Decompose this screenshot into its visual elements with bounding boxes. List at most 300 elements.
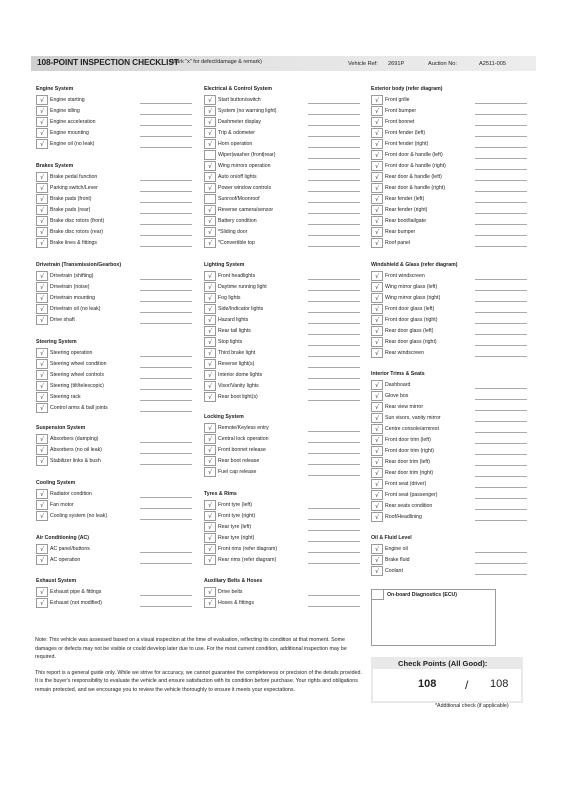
check-box[interactable]: √ bbox=[204, 434, 216, 444]
check-box[interactable]: √ bbox=[204, 348, 216, 358]
check-box[interactable]: √ bbox=[36, 271, 48, 281]
check-box[interactable]: √ bbox=[371, 446, 383, 456]
remark-line[interactable] bbox=[308, 541, 360, 542]
remark-line[interactable] bbox=[140, 356, 192, 357]
remark-line[interactable] bbox=[140, 213, 192, 214]
checklist-item bbox=[371, 479, 531, 490]
checklist-item bbox=[371, 490, 531, 501]
check-box[interactable]: √ bbox=[371, 205, 383, 215]
check-box[interactable]: √ bbox=[371, 106, 383, 116]
check-box[interactable]: √ bbox=[371, 457, 383, 467]
check-box[interactable]: √ bbox=[204, 227, 216, 237]
check-box[interactable]: √ bbox=[371, 271, 383, 281]
remark-line[interactable] bbox=[308, 595, 360, 596]
remark-line[interactable] bbox=[140, 235, 192, 236]
section-title: Steering System bbox=[36, 339, 77, 345]
check-box[interactable]: √ bbox=[204, 392, 216, 402]
remark-line[interactable] bbox=[140, 389, 192, 390]
checklist-item bbox=[36, 392, 196, 403]
item-label: Engine mounting bbox=[50, 130, 89, 136]
check-box[interactable]: √ bbox=[371, 315, 383, 325]
check-box[interactable]: √ bbox=[204, 370, 216, 380]
item-label: Parking switch/Lever bbox=[50, 185, 98, 191]
check-box[interactable]: √ bbox=[204, 161, 216, 171]
remark-line[interactable] bbox=[308, 103, 360, 104]
checklist-item bbox=[36, 293, 196, 304]
note-disclaimer: This report is a general guide only. While we strive for accuracy, we cannot guarantee the completeness or precision of the details provided. It is the buyer's responsibility to evaluate the vehicle and ensure satisfaction with its condition before purchase. Your rights and obligations remain protected, and we encourage you to review the vehicle thoroughly to ensure it meets your expectations. bbox=[35, 669, 362, 693]
check-box[interactable]: √ bbox=[36, 183, 48, 193]
item-label: Sunroof/Moonroof bbox=[218, 196, 260, 202]
item-label: Front bumper bbox=[385, 108, 417, 114]
check-box[interactable]: √ bbox=[204, 533, 216, 543]
check-box[interactable]: √ bbox=[204, 293, 216, 303]
check-box[interactable]: √ bbox=[36, 434, 48, 444]
auction-no-label: Auction No: bbox=[428, 61, 457, 67]
check-box[interactable]: √ bbox=[36, 456, 48, 466]
remark-line[interactable] bbox=[475, 125, 527, 126]
checklist-item bbox=[36, 587, 196, 598]
check-box[interactable]: √ bbox=[204, 216, 216, 226]
checklist-item bbox=[371, 117, 531, 128]
check-box[interactable]: √ bbox=[204, 587, 216, 597]
remark-line[interactable] bbox=[140, 147, 192, 148]
checklist-item bbox=[204, 238, 364, 249]
check-box[interactable]: √ bbox=[204, 522, 216, 532]
item-label: Horn operation bbox=[218, 141, 253, 147]
check-box[interactable]: √ bbox=[36, 216, 48, 226]
remark-line[interactable] bbox=[308, 519, 360, 520]
remark-line[interactable] bbox=[475, 301, 527, 302]
remark-line[interactable] bbox=[140, 378, 192, 379]
check-box[interactable]: √ bbox=[204, 183, 216, 193]
checklist-item bbox=[36, 172, 196, 183]
check-box[interactable]: √ bbox=[371, 183, 383, 193]
item-label: Rear view mirror bbox=[385, 404, 424, 410]
remark-line[interactable] bbox=[308, 202, 360, 203]
item-label: Front tyre (right) bbox=[218, 513, 256, 519]
check-box[interactable]: √ bbox=[371, 128, 383, 138]
remark-line[interactable] bbox=[140, 323, 192, 324]
check-box[interactable]: √ bbox=[36, 555, 48, 565]
checklist-item bbox=[36, 304, 196, 315]
remark-line[interactable] bbox=[308, 158, 360, 159]
item-label: Centre console/armrest bbox=[385, 426, 439, 432]
remark-line[interactable] bbox=[140, 411, 192, 412]
check-box[interactable]: √ bbox=[371, 216, 383, 226]
remark-line[interactable] bbox=[308, 378, 360, 379]
item-label: Roof/Headlining bbox=[385, 514, 422, 520]
remark-line[interactable] bbox=[308, 475, 360, 476]
remark-line[interactable] bbox=[308, 367, 360, 368]
check-box[interactable]: √ bbox=[204, 238, 216, 248]
check-box[interactable]: √ bbox=[36, 511, 48, 521]
remark-line[interactable] bbox=[308, 552, 360, 553]
item-label: Rear fender (right) bbox=[385, 207, 428, 213]
checklist-item bbox=[36, 205, 196, 216]
item-label: Rear door & handle (left) bbox=[385, 174, 442, 180]
remark-line[interactable] bbox=[475, 421, 527, 422]
check-box[interactable]: √ bbox=[371, 337, 383, 347]
check-box[interactable]: √ bbox=[371, 139, 383, 149]
checklist-item bbox=[371, 315, 531, 326]
check-box[interactable]: √ bbox=[36, 117, 48, 127]
remark-line[interactable] bbox=[140, 180, 192, 181]
item-label: Power window controls bbox=[218, 185, 272, 191]
remark-line[interactable] bbox=[308, 453, 360, 454]
remark-line[interactable] bbox=[308, 464, 360, 465]
remark-line[interactable] bbox=[308, 389, 360, 390]
remark-line[interactable] bbox=[475, 323, 527, 324]
check-box[interactable]: √ bbox=[36, 194, 48, 204]
check-box[interactable]: √ bbox=[36, 315, 48, 325]
check-box[interactable]: √ bbox=[371, 117, 383, 127]
item-label: Brake disc rotors (front) bbox=[50, 218, 105, 224]
check-box[interactable]: √ bbox=[371, 326, 383, 336]
remark-line[interactable] bbox=[475, 290, 527, 291]
check-box[interactable]: √ bbox=[36, 403, 48, 413]
remark-line[interactable] bbox=[475, 114, 527, 115]
checklist-item bbox=[204, 587, 364, 598]
remark-line[interactable] bbox=[475, 498, 527, 499]
remark-line[interactable] bbox=[308, 323, 360, 324]
remark-line[interactable] bbox=[308, 442, 360, 443]
checklist-item bbox=[371, 446, 531, 457]
notes bbox=[35, 636, 365, 702]
remark-line[interactable] bbox=[475, 136, 527, 137]
check-box[interactable]: √ bbox=[204, 304, 216, 314]
remark-line[interactable] bbox=[475, 476, 527, 477]
remark-line[interactable] bbox=[475, 147, 527, 148]
checklist-item bbox=[371, 337, 531, 348]
check-box[interactable]: √ bbox=[204, 445, 216, 455]
remark-line[interactable] bbox=[475, 213, 527, 214]
check-box[interactable]: √ bbox=[204, 555, 216, 565]
check-box[interactable]: √ bbox=[204, 117, 216, 127]
check-box[interactable]: √ bbox=[36, 500, 48, 510]
remark-line[interactable] bbox=[475, 345, 527, 346]
check-box[interactable]: √ bbox=[371, 95, 383, 105]
remark-line[interactable] bbox=[308, 169, 360, 170]
checklist-item bbox=[371, 424, 531, 435]
remark-line[interactable] bbox=[475, 224, 527, 225]
remark-line[interactable] bbox=[140, 606, 192, 607]
checklist-item bbox=[371, 293, 531, 304]
remark-line[interactable] bbox=[475, 312, 527, 313]
check-box[interactable]: √ bbox=[371, 238, 383, 248]
remark-line[interactable] bbox=[140, 191, 192, 192]
check-box[interactable]: √ bbox=[204, 271, 216, 281]
remark-line[interactable] bbox=[140, 312, 192, 313]
remark-line[interactable] bbox=[308, 400, 360, 401]
check-box[interactable]: √ bbox=[371, 227, 383, 237]
check-box[interactable] bbox=[204, 194, 216, 204]
remark-line[interactable] bbox=[475, 158, 527, 159]
checklist-item bbox=[371, 227, 531, 238]
item-label: Rear door & handle (right) bbox=[385, 185, 445, 191]
remark-line[interactable] bbox=[475, 443, 527, 444]
remark-line[interactable] bbox=[475, 465, 527, 466]
remark-line[interactable] bbox=[475, 169, 527, 170]
check-box[interactable]: √ bbox=[36, 587, 48, 597]
check-box[interactable]: √ bbox=[36, 282, 48, 292]
check-box[interactable]: √ bbox=[371, 380, 383, 390]
check-box[interactable]: √ bbox=[36, 489, 48, 499]
check-box[interactable]: √ bbox=[204, 315, 216, 325]
remark-line[interactable] bbox=[140, 519, 192, 520]
remark-line[interactable] bbox=[308, 356, 360, 357]
check-box[interactable]: √ bbox=[371, 490, 383, 500]
check-box[interactable]: √ bbox=[36, 172, 48, 182]
ecu-checkbox bbox=[372, 590, 384, 600]
section-title: Engine System bbox=[36, 86, 74, 92]
check-box[interactable]: √ bbox=[371, 293, 383, 303]
check-box[interactable]: √ bbox=[371, 479, 383, 489]
vehicle-ref-label: Vehicle Ref: bbox=[348, 61, 378, 67]
remark-line[interactable] bbox=[140, 246, 192, 247]
remark-line[interactable] bbox=[140, 136, 192, 137]
check-box[interactable]: √ bbox=[36, 95, 48, 105]
checkpoints-passed: 108 bbox=[418, 678, 437, 690]
item-label: Radiator condition bbox=[50, 491, 92, 497]
remark-line[interactable] bbox=[475, 279, 527, 280]
item-label: *Convertible top bbox=[218, 240, 255, 246]
check-box[interactable]: √ bbox=[204, 326, 216, 336]
checklist-item bbox=[204, 348, 364, 359]
check-box[interactable]: √ bbox=[204, 500, 216, 510]
check-box[interactable]: √ bbox=[371, 424, 383, 434]
remark-line[interactable] bbox=[308, 191, 360, 192]
check-box[interactable]: √ bbox=[204, 381, 216, 391]
check-box[interactable]: √ bbox=[204, 95, 216, 105]
checklist-item bbox=[204, 522, 364, 533]
remark-line[interactable] bbox=[308, 301, 360, 302]
remark-line[interactable] bbox=[140, 595, 192, 596]
item-label: Rear fender (left) bbox=[385, 196, 425, 202]
remark-line[interactable] bbox=[475, 235, 527, 236]
remark-line[interactable] bbox=[140, 497, 192, 498]
checklist-item bbox=[371, 128, 531, 139]
check-box[interactable]: √ bbox=[371, 435, 383, 445]
remark-line[interactable] bbox=[475, 103, 527, 104]
check-box[interactable]: √ bbox=[36, 139, 48, 149]
item-label: Front bonnet release bbox=[218, 447, 266, 453]
item-label: Central lock operation bbox=[218, 436, 269, 442]
check-box[interactable]: √ bbox=[371, 391, 383, 401]
check-box[interactable]: √ bbox=[204, 139, 216, 149]
remark-line[interactable] bbox=[475, 410, 527, 411]
check-box[interactable]: √ bbox=[36, 445, 48, 455]
check-box[interactable]: √ bbox=[36, 293, 48, 303]
check-box[interactable]: √ bbox=[371, 282, 383, 292]
remark-line[interactable] bbox=[308, 147, 360, 148]
item-label: AC panel/buttons bbox=[50, 546, 90, 552]
check-box[interactable]: √ bbox=[371, 544, 383, 554]
checklist-item bbox=[204, 544, 364, 555]
check-box[interactable]: √ bbox=[36, 106, 48, 116]
checklist-item bbox=[204, 359, 364, 370]
check-box[interactable]: √ bbox=[371, 468, 383, 478]
check-box[interactable] bbox=[204, 150, 216, 160]
check-box[interactable]: √ bbox=[204, 106, 216, 116]
check-box[interactable]: √ bbox=[36, 205, 48, 215]
remark-line[interactable] bbox=[140, 453, 192, 454]
remark-line[interactable] bbox=[475, 180, 527, 181]
remark-line[interactable] bbox=[475, 388, 527, 389]
check-box[interactable]: √ bbox=[204, 128, 216, 138]
remark-line[interactable] bbox=[140, 442, 192, 443]
check-box[interactable]: √ bbox=[371, 512, 383, 522]
check-box[interactable]: √ bbox=[204, 467, 216, 477]
checklist-item bbox=[36, 500, 196, 511]
remark-line[interactable] bbox=[475, 334, 527, 335]
check-box[interactable]: √ bbox=[36, 544, 48, 554]
check-box[interactable]: √ bbox=[204, 511, 216, 521]
check-box[interactable]: √ bbox=[204, 423, 216, 433]
check-box[interactable]: √ bbox=[204, 359, 216, 369]
remark-line[interactable] bbox=[140, 279, 192, 280]
remark-line[interactable] bbox=[308, 114, 360, 115]
remark-line[interactable] bbox=[140, 301, 192, 302]
remark-line[interactable] bbox=[475, 356, 527, 357]
checklist-item bbox=[204, 392, 364, 403]
check-box[interactable]: √ bbox=[36, 370, 48, 380]
check-box[interactable]: √ bbox=[204, 205, 216, 215]
check-box[interactable]: √ bbox=[371, 413, 383, 423]
check-box[interactable]: √ bbox=[371, 172, 383, 182]
check-box[interactable]: √ bbox=[371, 150, 383, 160]
remark-line[interactable] bbox=[475, 509, 527, 510]
remark-line[interactable] bbox=[140, 114, 192, 115]
checklist-item bbox=[36, 227, 196, 238]
remark-line[interactable] bbox=[475, 191, 527, 192]
remark-line[interactable] bbox=[140, 224, 192, 225]
remark-line[interactable] bbox=[140, 125, 192, 126]
checklist-item bbox=[204, 106, 364, 117]
remark-line[interactable] bbox=[308, 606, 360, 607]
remark-line[interactable] bbox=[140, 508, 192, 509]
remark-line[interactable] bbox=[308, 563, 360, 564]
remark-line[interactable] bbox=[308, 508, 360, 509]
remark-line[interactable] bbox=[140, 464, 192, 465]
check-box[interactable]: √ bbox=[371, 402, 383, 412]
section-title: Electrical & Control System bbox=[204, 86, 273, 92]
check-box[interactable]: √ bbox=[371, 566, 383, 576]
check-box[interactable]: √ bbox=[36, 348, 48, 358]
check-box[interactable]: √ bbox=[371, 348, 383, 358]
remark-line[interactable] bbox=[308, 290, 360, 291]
checklist-item bbox=[36, 183, 196, 194]
item-label: Stop lights bbox=[218, 339, 243, 345]
section-title: Locking System bbox=[204, 414, 244, 420]
remark-line[interactable] bbox=[475, 520, 527, 521]
checklist-item bbox=[371, 106, 531, 117]
remark-line[interactable] bbox=[308, 136, 360, 137]
remark-line[interactable] bbox=[140, 552, 192, 553]
remark-line[interactable] bbox=[308, 224, 360, 225]
check-box[interactable]: √ bbox=[36, 238, 48, 248]
check-box[interactable]: √ bbox=[204, 544, 216, 554]
checklist-item bbox=[204, 326, 364, 337]
remark-line[interactable] bbox=[475, 487, 527, 488]
checklist-item bbox=[204, 172, 364, 183]
checklist-item bbox=[36, 445, 196, 456]
remark-line[interactable] bbox=[308, 431, 360, 432]
remark-line[interactable] bbox=[140, 400, 192, 401]
check-box[interactable]: √ bbox=[204, 456, 216, 466]
remark-line[interactable] bbox=[475, 552, 527, 553]
remark-line[interactable] bbox=[308, 180, 360, 181]
check-box[interactable]: √ bbox=[36, 128, 48, 138]
checklist-item bbox=[371, 150, 531, 161]
checklist-item bbox=[371, 95, 531, 106]
item-label: Wing mirrors operation bbox=[218, 163, 271, 169]
remark-line[interactable] bbox=[140, 367, 192, 368]
title-note: (Mark "x" for defect/damage & remark) bbox=[170, 59, 262, 65]
check-box[interactable]: √ bbox=[36, 381, 48, 391]
item-label: Front door trim (left) bbox=[385, 437, 431, 443]
item-label: Interior dome lights bbox=[218, 372, 263, 378]
check-box[interactable]: √ bbox=[371, 161, 383, 171]
check-box[interactable]: √ bbox=[204, 282, 216, 292]
checklist-item bbox=[204, 117, 364, 128]
check-box[interactable]: √ bbox=[371, 304, 383, 314]
remark-line[interactable] bbox=[308, 334, 360, 335]
checklist-item bbox=[371, 457, 531, 468]
remark-line[interactable] bbox=[475, 202, 527, 203]
remark-line[interactable] bbox=[475, 399, 527, 400]
item-label: Drivetrain (noise) bbox=[50, 284, 90, 290]
checklist-header bbox=[31, 56, 536, 71]
remark-line[interactable] bbox=[308, 125, 360, 126]
item-label: Absorbers (damping) bbox=[50, 436, 99, 442]
check-box[interactable]: √ bbox=[36, 392, 48, 402]
remark-line[interactable] bbox=[308, 530, 360, 531]
section-title: Exhaust System bbox=[36, 578, 77, 584]
check-box[interactable]: √ bbox=[371, 555, 383, 565]
remark-line[interactable] bbox=[308, 213, 360, 214]
remark-line[interactable] bbox=[140, 103, 192, 104]
remark-line[interactable] bbox=[475, 574, 527, 575]
item-label: Reverse camera/sensor bbox=[218, 207, 274, 213]
check-box[interactable]: √ bbox=[371, 501, 383, 511]
check-box[interactable]: √ bbox=[204, 172, 216, 182]
check-box[interactable]: √ bbox=[36, 304, 48, 314]
check-box[interactable]: √ bbox=[204, 337, 216, 347]
item-label: Front door glass (right) bbox=[385, 317, 438, 323]
remark-line[interactable] bbox=[308, 235, 360, 236]
remark-line[interactable] bbox=[140, 202, 192, 203]
remark-line[interactable] bbox=[308, 279, 360, 280]
item-label: Front seat (driver) bbox=[385, 481, 427, 487]
remark-line[interactable] bbox=[308, 246, 360, 247]
item-label: Wing mirror glass (right) bbox=[385, 295, 441, 301]
checklist-item bbox=[36, 139, 196, 150]
checklist-item bbox=[36, 598, 196, 609]
remark-line[interactable] bbox=[140, 563, 192, 564]
check-box[interactable]: √ bbox=[204, 598, 216, 608]
remark-line[interactable] bbox=[475, 432, 527, 433]
remark-line[interactable] bbox=[140, 290, 192, 291]
check-box[interactable]: √ bbox=[36, 359, 48, 369]
check-box[interactable]: √ bbox=[36, 598, 48, 608]
remark-line[interactable] bbox=[475, 563, 527, 564]
remark-line[interactable] bbox=[475, 246, 527, 247]
remark-line[interactable] bbox=[308, 312, 360, 313]
check-box[interactable]: √ bbox=[36, 227, 48, 237]
remark-line[interactable] bbox=[308, 345, 360, 346]
check-box[interactable]: √ bbox=[371, 194, 383, 204]
remark-line[interactable] bbox=[475, 454, 527, 455]
